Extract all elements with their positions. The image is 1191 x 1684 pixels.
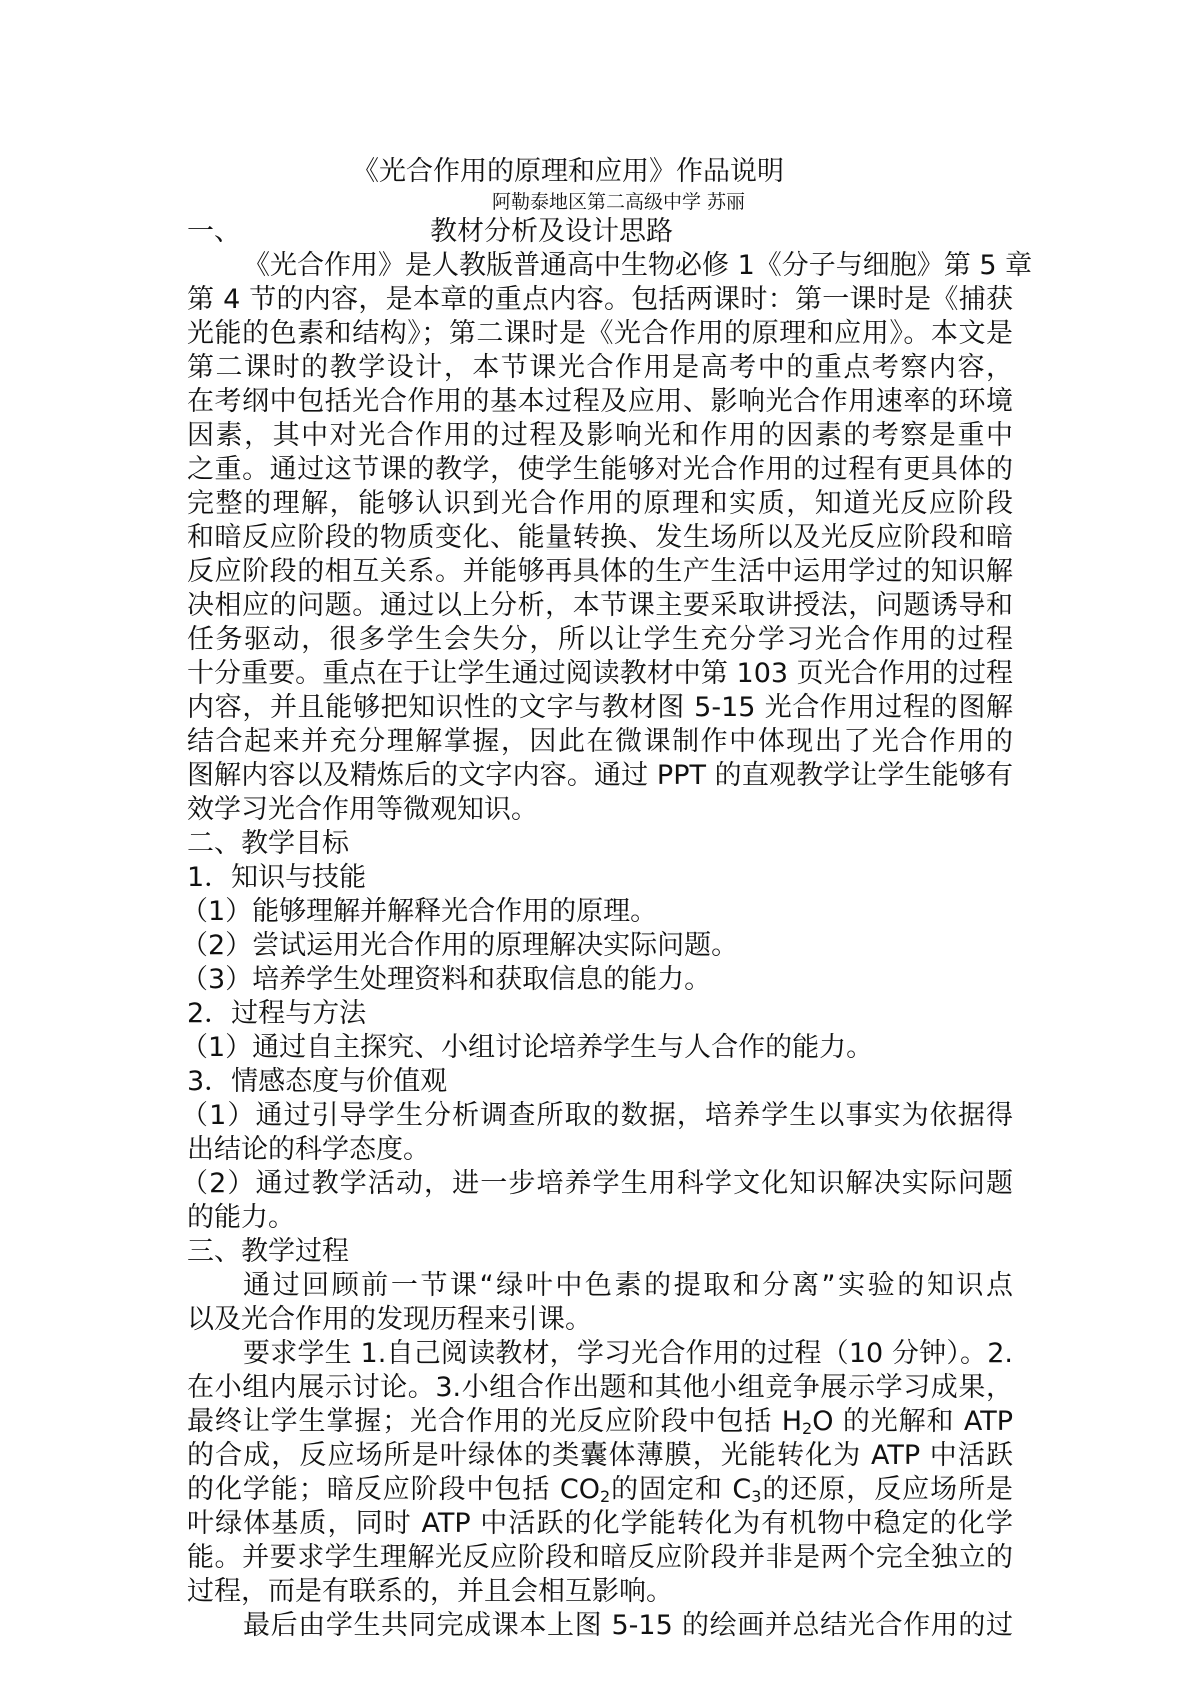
- emotion-heading: 3．情感态度与价值观: [187, 1066, 448, 1097]
- subscript: 2: [599, 1487, 611, 1506]
- process-para-line: 通过回顾前一节课“绿叶中色素的提取和分离”实验的知识点: [243, 1270, 1013, 1301]
- subscript: 3: [751, 1487, 762, 1506]
- section1-line: 任务驱动，很多学生会失分，所以让学生充分学习光合作用的过程: [187, 624, 1013, 655]
- process-para-line: 最后由学生共同完成课本上图 5-15 的绘画并总结光合作用的过: [243, 1610, 1013, 1641]
- section1-line: 在考纲中包括光合作用的基本过程及应用、影响光合作用速率的环境: [187, 386, 1013, 417]
- emotion-item: （2）通过教学活动，进一步培养学生用科学文化知识解决实际问题: [181, 1168, 1013, 1199]
- knowledge-item: （2）尝试运用光合作用的原理解决实际问题。: [181, 930, 739, 961]
- section1-line: 结合起来并充分理解掌握，因此在微课制作中体现出了光合作用的: [187, 726, 1013, 757]
- section1-line: 十分重要。重点在于让学生通过阅读教材中第 103 页光合作用的过程: [187, 658, 1013, 689]
- section1-line: 之重。通过这节课的教学，使学生能够对光合作用的过程有更具体的: [187, 454, 1013, 485]
- process-para-line: 叶绿体基质，同时 ATP 中活跃的化学能转化为有机物中稳定的化学: [187, 1508, 1013, 1539]
- section1-line: 完整的理解，能够认识到光合作用的原理和实质，知道光反应阶段: [187, 488, 1013, 519]
- section1-line: 《光合作用》是人教版普通高中生物必修 1《分子与细胞》第 5 章: [243, 250, 1033, 281]
- section2-heading: 二、教学目标: [187, 828, 349, 859]
- emotion-item: 出结论的科学态度。: [187, 1134, 430, 1165]
- process-para-line: [187, 1406, 1013, 1438]
- process-para-line: 的合成，反应场所是叶绿体的类囊体薄膜，光能转化为 ATP 中活跃: [187, 1440, 1013, 1471]
- process-para-line: [187, 1474, 1013, 1506]
- process-para-line: 以及光合作用的发现历程来引课。: [187, 1304, 592, 1335]
- section1-line: 内容，并且能够把知识性的文字与教材图 5-15 光合作用过程的图解: [187, 692, 1013, 723]
- section1-heading: 教材分析及设计思路: [430, 216, 673, 247]
- section1-line: 第二课时的教学设计，本节课光合作用是高考中的重点考察内容，: [187, 352, 1013, 383]
- section3-heading: 三、教学过程: [187, 1236, 349, 1267]
- emotion-item: （1）通过引导学生分析调查所取的数据，培养学生以事实为依据得: [181, 1100, 1013, 1131]
- document-title: 《光合作用的原理和应用》作品说明: [352, 156, 784, 187]
- section1-number: 一、: [187, 216, 241, 247]
- text-run: 的化学能；暗反应阶段中包括 CO: [187, 1474, 600, 1505]
- section1-line: 因素，其中对光合作用的过程及影响光和作用的因素的考察是重中: [187, 420, 1013, 451]
- process-para-line: 能。并要求学生理解光反应阶段和暗反应阶段并非是两个完全独立的: [187, 1542, 1013, 1573]
- knowledge-item: （3）培养学生处理资料和获取信息的能力。: [181, 964, 712, 995]
- process-para-line: 过程，而是有联系的，并且会相互影响。: [187, 1576, 673, 1607]
- process-heading: 2．过程与方法: [187, 998, 367, 1029]
- section1-line: 图解内容以及精炼后的文字内容。通过 PPT 的直观教学让学生能够有: [187, 760, 1013, 791]
- document-page: [181, 156, 1033, 1656]
- text-run: 的还原，反应场所是: [761, 1474, 1014, 1505]
- section1-line: 和暗反应阶段的物质变化、能量转换、发生场所以及光反应阶段和暗: [187, 522, 1013, 553]
- process-para-line: 要求学生 1.自己阅读教材，学习光合作用的过程（10 分钟）。2.: [243, 1338, 1013, 1369]
- emotion-item: 的能力。: [187, 1202, 295, 1233]
- process-item: （1）通过自主探究、小组讨论培养学生与人合作的能力。: [181, 1032, 874, 1063]
- text-run: 的固定和 C: [610, 1474, 752, 1505]
- subscript: 2: [802, 1419, 813, 1438]
- text-run: O 的光解和 ATP: [812, 1406, 1013, 1437]
- text-run: 最终让学生掌握；光合作用的光反应阶段中包括 H: [187, 1406, 803, 1437]
- section1-line: 反应阶段的相互关系。并能够再具体的生产生活中运用学过的知识解: [187, 556, 1013, 587]
- section1-line: 光能的色素和结构》；第二课时是《光合作用的原理和应用》。本文是: [187, 318, 1013, 349]
- section1-line: 效学习光合作用等微观知识。: [187, 794, 538, 825]
- section1-line: 第 4 节的内容，是本章的重点内容。包括两课时：第一课时是《捕获: [187, 284, 1013, 315]
- section1-line: 决相应的问题。通过以上分析，本节课主要采取讲授法，问题诱导和: [187, 590, 1013, 621]
- author-line: 阿勒泰地区第二高级中学 苏丽: [492, 191, 746, 213]
- process-para-line: 在小组内展示讨论。3.小组合作出题和其他小组竞争展示学习成果，: [187, 1372, 1013, 1403]
- knowledge-item: （1）能够理解并解释光合作用的原理。: [181, 896, 658, 927]
- knowledge-heading: 1．知识与技能: [187, 862, 367, 893]
